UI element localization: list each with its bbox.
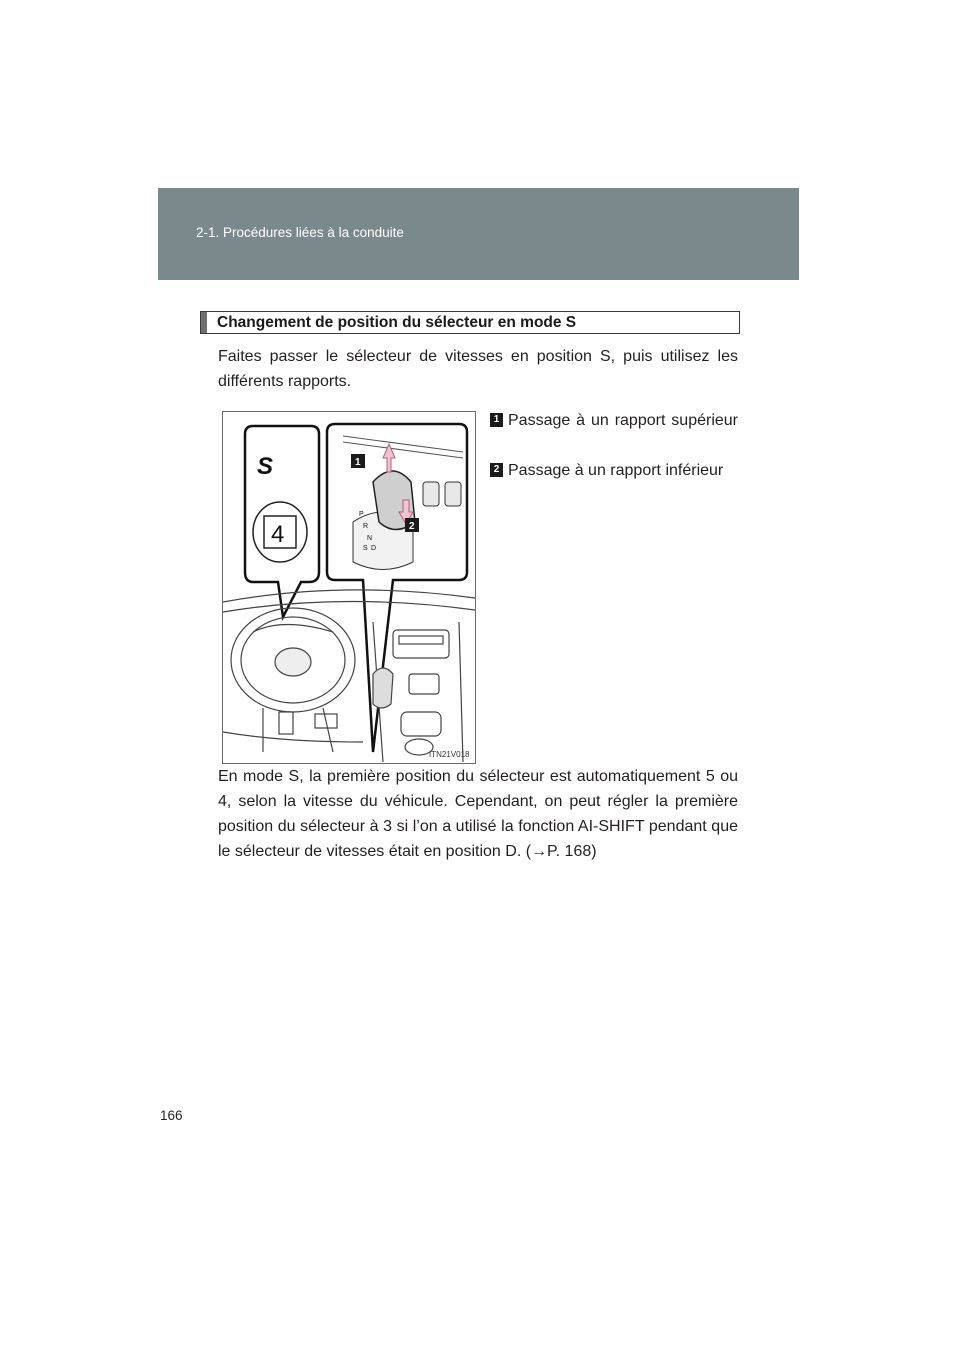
intro-paragraph: Faites passer le sélecteur de vitesses en position S, puis utilisez les différents rapports. — [218, 348, 738, 390]
page-number: 166 — [160, 1108, 183, 1123]
svg-text:D: D — [371, 545, 377, 552]
svg-text:S: S — [363, 545, 368, 552]
callout-1: 1 — [355, 457, 361, 468]
gear-display-digit: 4 — [271, 521, 285, 548]
body-paragraph: En mode S, la première position du sélecteur est automatiquement 5 ou 4, selon la vitesse du véhicule. Cependant, on peut régler la première position du sélecteur à 3 si l’on a utilisé la fonction AI-SHIFT pendant que le sélecteur de vitesses était en position D. (→P. 168) — [218, 768, 738, 860]
callout-2: 2 — [409, 521, 415, 532]
header-band — [158, 188, 799, 280]
dashboard-sketch — [223, 590, 475, 762]
figure-code: ITN21V018 — [429, 750, 470, 759]
svg-text:R: R — [363, 523, 369, 530]
svg-text:N: N — [367, 535, 373, 542]
step-2-label: Passage à un rapport inférieur — [508, 462, 724, 479]
lever-callout — [327, 424, 467, 752]
shift-lever-illustration — [222, 411, 476, 764]
step-1-label: Passage à un rapport supérieur — [508, 412, 738, 429]
meter-callout — [245, 426, 319, 617]
step-2-number: 2 — [490, 463, 503, 477]
section-heading-text: Changement de position du sélecteur en mode S — [217, 313, 577, 331]
section-heading — [200, 311, 740, 334]
mode-letter: S — [257, 453, 274, 480]
step-1-number: 1 — [490, 413, 503, 427]
heading-marker — [201, 312, 207, 333]
svg-text:P: P — [359, 511, 364, 518]
chapter-title: 2-1. Procédures liées à la conduite — [196, 225, 404, 240]
